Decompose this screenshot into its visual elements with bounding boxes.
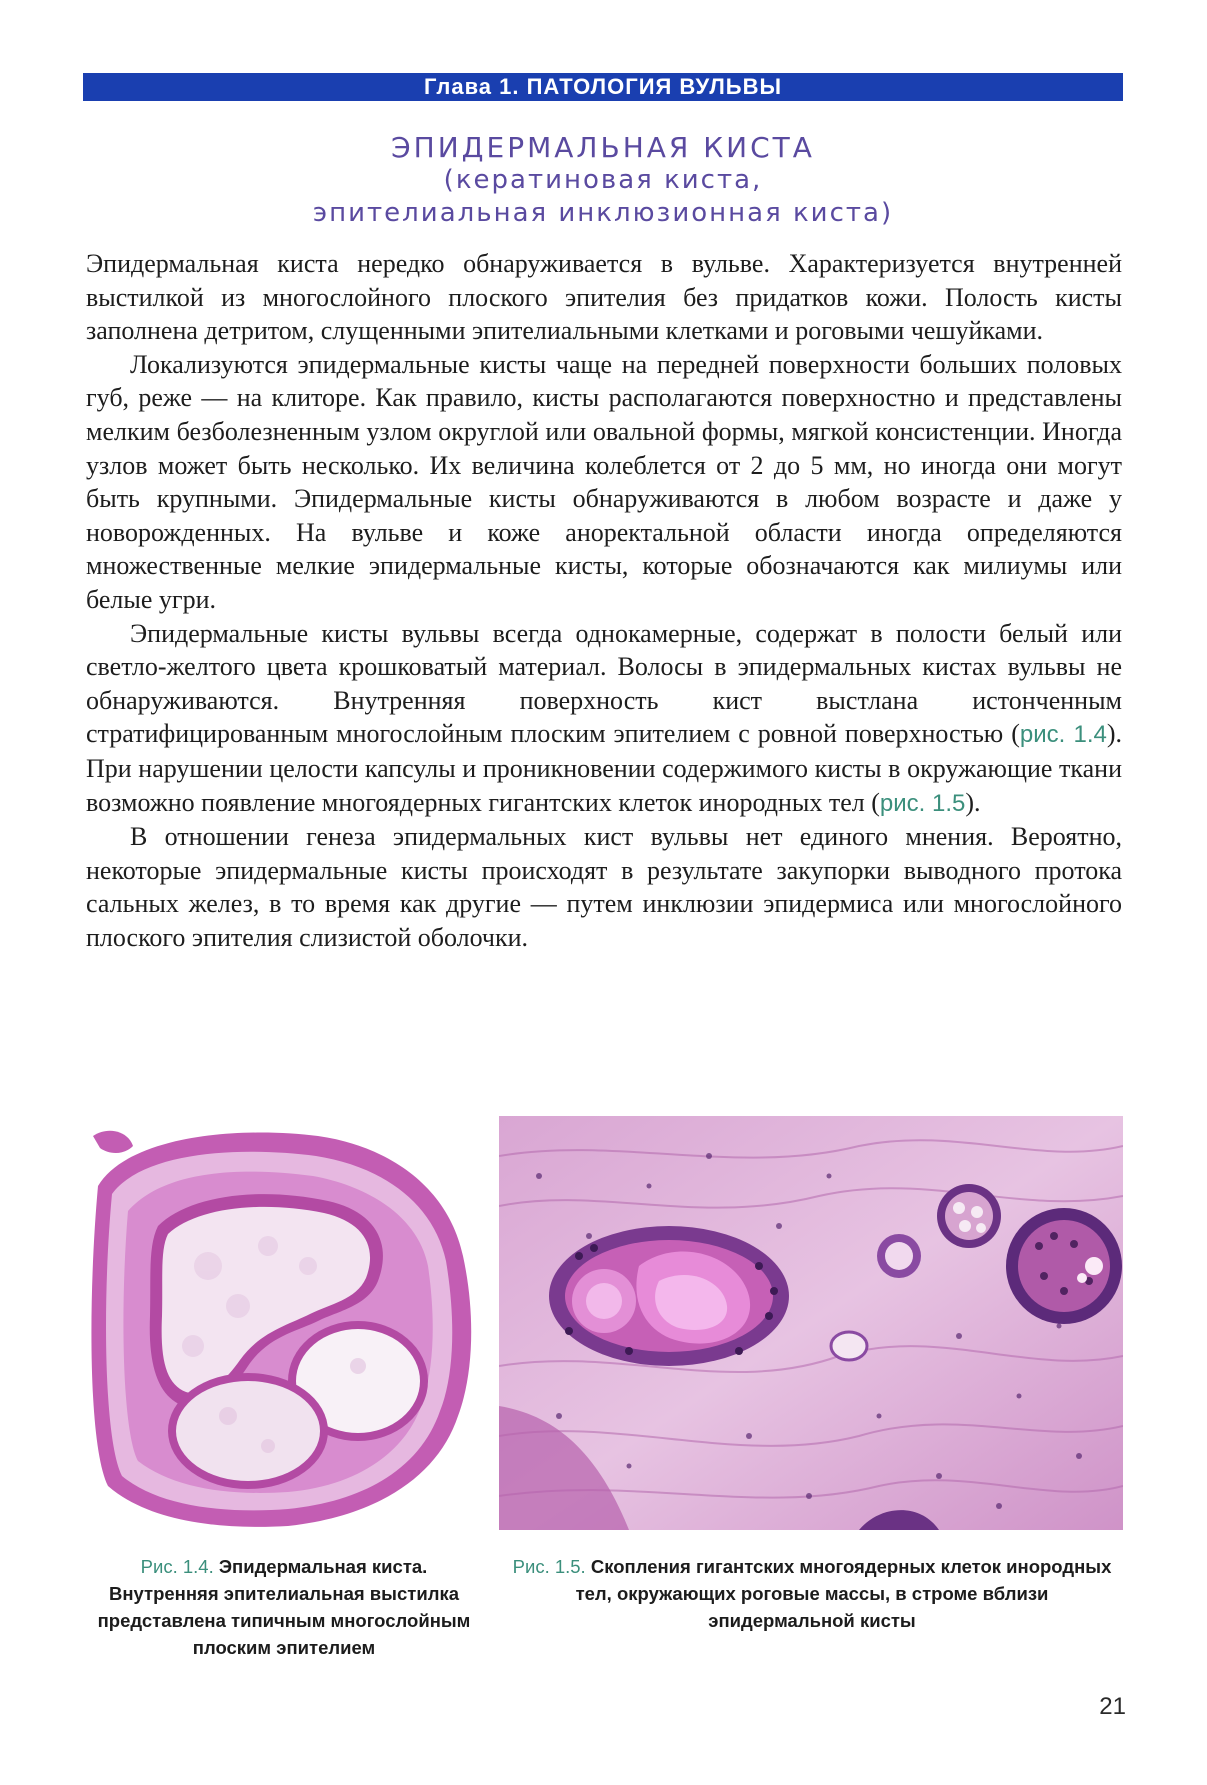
paragraph-2: Локализуются эпидермальные кисты чаще на передней поверхности больших половых губ, реже — на клиторе. Как правило, кисты располагаются поверхностно и представлены мелким безболезненным узлом округлой или овальной формы, мягкой консистенции. Иногда узлов может быть несколько. Их величина колеблется от 2 до 5 мм, но иногда они могут быть крупными. Эпидермальные кисты обнаруживаются в любом возрасте и даже у новорожденных. На вульве и коже аноректальной области иногда определяются множественные мелкие эпидермальные кисты, которые обозначаются как милиумы или белые угри. (86, 349, 1122, 614)
chapter-title: Глава 1. ПАТОЛОГИЯ ВУЛЬВЫ (423, 74, 783, 99)
figure-1-4-caption-text: Эпидермальная киста. Внутренняя эпителиальная выстилка представлена типичным многослойным плоским эпителием (97, 1556, 471, 1658)
figure-1-4-label: Рис. 1.4. (140, 1556, 214, 1577)
figure-1-4-caption (96, 1553, 472, 1661)
body-text (86, 247, 1122, 954)
figure-reference-1-5[interactable]: рис. 1.5 (879, 789, 966, 817)
paragraph-1: Эпидермальная киста нередко обнаруживается в вульве. Характеризуется внутренней выстилкой из многослойного плоского эпителия без придатков кожи. Полость кисты заполнена детритом, слущенными эпителиальными клетками и роговыми чешуйками. (86, 249, 1122, 346)
paragraph-3-part-a: Эпидермальные кисты вульвы всегда однокамерные, содержат в полости белый или светло-желтого цвета крошковатый материал. Волосы в эпидермальных кистах вульвы не обнаруживаются. Внутренняя поверхность кист выстлана истонченным стратифицированным многослойным плоским эпителием с ровной поверхностью ( (86, 618, 1122, 749)
paragraph-4: В отношении генеза эпидермальных кист вульвы нет единого мнения. Вероятно, некоторые эпидермальные кисты происходят в результате закупорки выводного протока сальных желез, в то время как другие — путем инклюзии эпидермиса или многослойного плоского эпителия слизистой оболочки. (86, 822, 1122, 952)
figure-1-4-micrograph (88, 1116, 476, 1530)
paragraph-3 (86, 617, 1122, 821)
figure-reference-1-4[interactable]: рис. 1.4 (1019, 721, 1107, 749)
section-title-line1: ЭПИДЕРМАЛЬНАЯ КИСТА (391, 131, 815, 164)
figure-1-5-micrograph (499, 1116, 1123, 1530)
figure-1-5-caption (502, 1553, 1122, 1634)
page-number: 21 (1099, 1693, 1126, 1720)
section-title-line2: (кератиновая киста, (443, 165, 763, 195)
chapter-header-bar (83, 73, 1123, 101)
paragraph-3-part-c: ). (965, 787, 981, 817)
figure-1-5-caption-text: Скопления гигантских многоядерных клеток инородных тел, окружающих роговые массы, в строме вблизи эпидермальной кисты (575, 1556, 1112, 1631)
figure-1-5-label: Рис. 1.5. (512, 1556, 586, 1577)
paragraph-3-part-b: ). При нарушении целости капсулы и проникновении содержимого кисты в окружающие ткани возможно появление многоядерных гигантских клеток инородных тел ( (86, 719, 1123, 817)
section-title-line3: эпителиальная инклюзионная киста) (312, 198, 894, 228)
section-title (83, 131, 1123, 230)
